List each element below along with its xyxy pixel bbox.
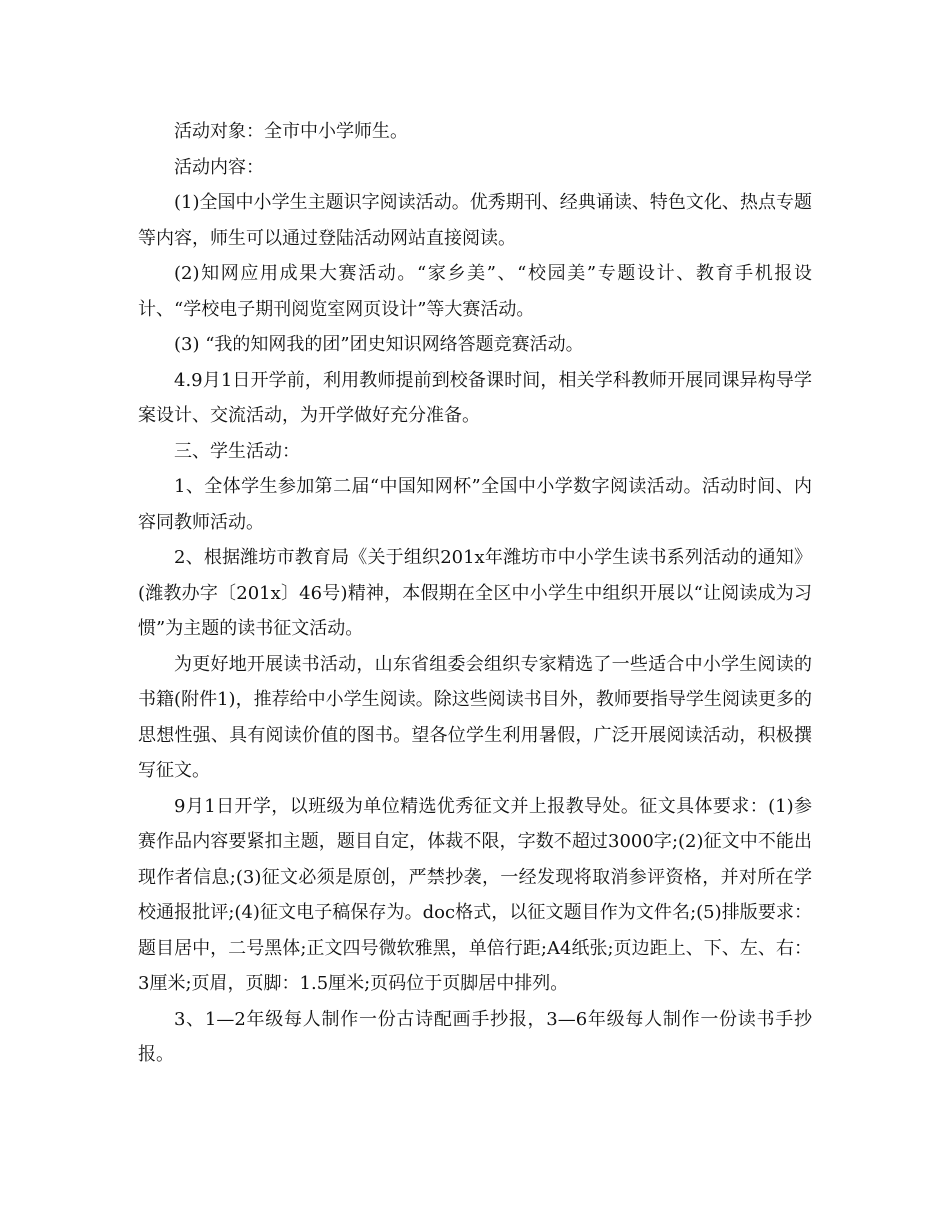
section-heading-student-activities: 三、学生活动： [174, 440, 300, 462]
paragraph-student-item-2: 2、根据潍坊市教育局《关于组织201x年潍坊市中小学生读书系列活动的通知》(潍教办字〔201x〕46号)精神，本假期在全区中小学生中组织开展以“让阅读成为习惯”为主题的读书征文活动。 [138, 547, 812, 639]
paragraph-activity-target: 活动对象：全市中小学师生。 [174, 121, 408, 142]
paragraph-book-recommendation: 为更好地开展读书活动，山东省组委会组织专家精选了一些适合中小学生阅读的书籍(附件1)，推荐给中小学生阅读。除这些阅读书目外，教师要指导学生阅读更多的思想性强、具有阅读价值的图书。望各位学生利用暑假，广泛开展阅读活动，积极撰写征文。 [138, 653, 812, 781]
paragraph-item-3-quiz: (3) “我的知网我的团”团史知识网络答题竞赛活动。 [174, 334, 584, 355]
paragraph-item-1-reading-activity: (1)全国中小学生主题识字阅读活动。优秀期刊、经典诵读、特色文化、热点专题等内容，师生可以通过登陆活动网站直接阅读。 [138, 192, 812, 249]
document-body [138, 114, 812, 1073]
paragraph-teacher-preparation: 4.9月1日开学前，利用教师提前到校备课时间，相关学科教师开展同课异构导学案设计、交流活动，为开学做好充分准备。 [138, 369, 812, 426]
paragraph-item-2-contest: (2)知网应用成果大赛活动。“家乡美”、“校园美”专题设计、教育手机报设计、“学校电子期刊阅览室网页设计”等大赛活动。 [138, 263, 812, 320]
paragraph-student-item-1: 1、全体学生参加第二届“中国知网杯”全国中小学数字阅读活动。活动时间、内容同教师活动。 [138, 476, 812, 533]
paragraph-activity-content-heading: 活动内容： [174, 156, 264, 178]
paragraph-essay-requirements: 9月1日开学，以班级为单位精选优秀征文并上报教导处。征文具体要求：(1)参赛作品内容要紧扣主题，题目自定，体裁不限，字数不超过3000字;(2)征文中不能出现作者信息;(3)征文必须是原创，严禁抄袭，一经发现将取消参评资格，并对所在学校通报批评;(4)征文电子稿保存为。doc格式，以征文题目作为文件名;(5)排版要求：题目居中，二号黑体;正文四号微软雅黑，单倍行距;A4纸张;页边距上、下、左、右：3厘米;页眉，页脚：1.5厘米;页码位于页脚居中排列。 [138, 795, 812, 994]
paragraph-student-item-3: 3、1—2年级每人制作一份古诗配画手抄报，3—6年级每人制作一份读书手抄报。 [138, 1008, 812, 1065]
